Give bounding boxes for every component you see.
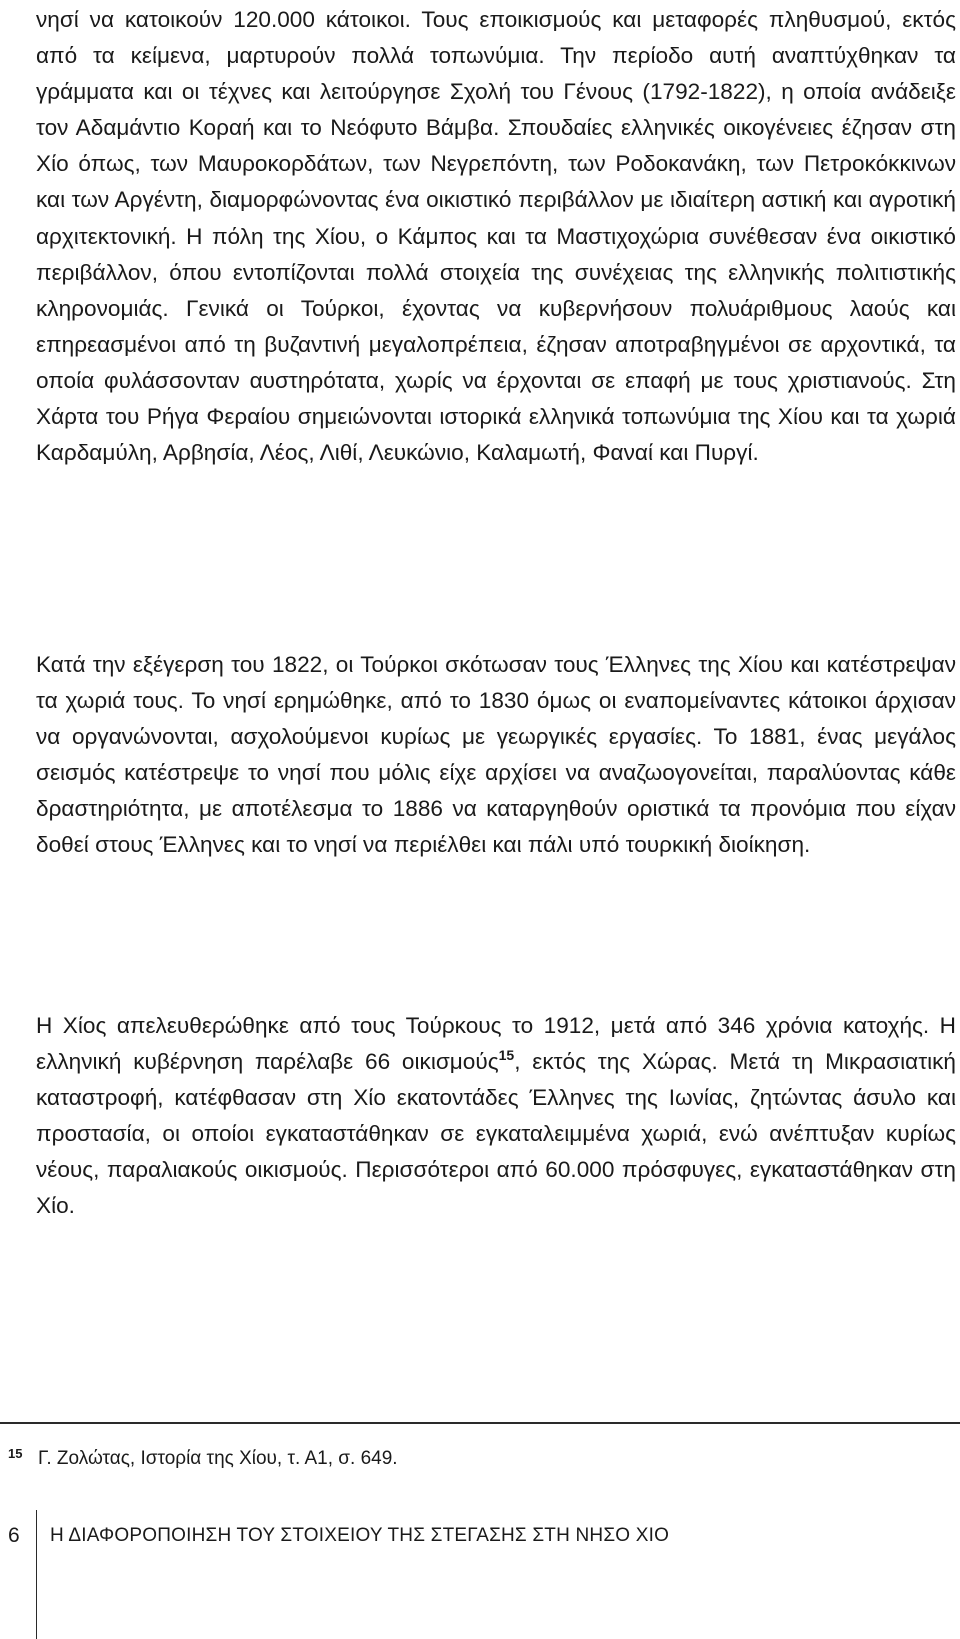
footnote-number: 15 xyxy=(8,1446,23,1461)
page-number: 6 xyxy=(8,1524,20,1547)
footnote-reference: 15 xyxy=(498,1047,515,1064)
running-title: Η ΔΙΑΦΟΡΟΠΟΙΗΣΗ ΤΟΥ ΣΤΟΙΧΕΙΟΥ ΤΗΣ ΣΤΕΓΑΣΗΣ ΣΤΗ ΝΗΣΟ ΧΙΟ xyxy=(50,1525,670,1546)
footnote-separator xyxy=(0,1422,960,1424)
paragraph-3-text-after-ref: , εκτός της Χώρας. Μετά τη Μικρασιατική καταστροφή, κατέφθασαν στη Χίο εκατοντάδες Έλληνες της Ιωνίας, ζητώντας άσυλο και προστασία, οι οποίοι εγκαταστάθηκαν σε εγκαταλειμμένα χωριά, ενώ ανέπτυξαν κυρίως νέους, παραλιακούς οικισμούς. Περισσότεροι από 60.000 πρόσφυγες, εγκαταστάθηκαν στη Χίο. xyxy=(36,1049,956,1219)
page-footer xyxy=(0,1510,960,1639)
body-paragraph-1: νησί να κατοικούν 120.000 κάτοικοι. Τους εποικισμούς και μεταφορές πληθυσμού, εκτός από τα κείμενα, μαρτυρούν πολλά τοπωνύμια. Την περίοδο αυτή αναπτύχθηκαν τα γράμματα και οι τέχνες και λειτούργησε Σχολή του Γένους (1792-1822), η οποία ανάδειξε τον Αδαμάντιο Κοραή και το Νεόφυτο Βάμβα. Σπουδαίες ελληνικές οικογένειες έζησαν στη Χίο όπως, των Μαυροκορδάτων, των Νεγρεπόντη, των Ροδοκανάκη, των Πετροκόκκινων και των Αργέντη, διαμορφώνοντας ένα οικιστικό περιβάλλον με ιδιαίτερη αστική και αγροτική αρχιτεκτονική. Η πόλη της Χίου, ο Κάμπος και τα Μαστιχοχώρια συνέθεσαν ένα οικιστικό περιβάλλον, όπου εντοπίζονται πολλά στοιχεία της συνέχειας της ελληνικής πολιτιστικής κληρονομιάς. Γενικά οι Τούρκοι, έχοντας να κυβερνήσουν πολυάριθμους λαούς και επηρεασμένοι από τη βυζαντινή μεγαλοπρέπεια, έζησαν αποτραβηγμένοι σε αρχοντικά, τα οποία φυλάσσονταν αυστηρότατα, χωρίς να έρχονται σε επαφή με τους χριστιανούς. Στη Χάρτα του Ρήγα Φεραίου σημειώνονται ιστορικά ελληνικά τοπωνύμια της Χίου και τα χωριά Καρδαμύλη, Αρβησία, Λέος, Λιθί, Λευκώνιο, Καλαμωτή, Φαναί και Πυργί. xyxy=(36,7,956,466)
paragraph-3-text-before-ref: Η Χίος απελευθερώθηκε από τους Τούρκους το 1912, μετά από 346 χρόνια κατοχής. Η ελληνική κυβέρνηση παρέλαβε 66 οικισμούς xyxy=(36,1013,956,1075)
footnote-text: Γ. Ζολώτας, Ιστορία της Χίου, τ. Α1, σ. 649. xyxy=(38,1448,398,1469)
footer-vertical-rule xyxy=(36,1510,37,1639)
body-paragraph-3 xyxy=(36,1008,956,1225)
body-paragraph-2: Κατά την εξέγερση του 1822, οι Τούρκοι σκότωσαν τους Έλληνες της Χίου και κατέστρεψαν τα χωριά τους. Το νησί ερημώθηκε, από το 1830 όμως οι εναπομείναντες κάτοικοι άρχισαν να οργανώνονται, ασχολούμενοι κυρίως με γεωργικές εργασίες. Το 1881, ένας μεγάλος σεισμός κατέστρεψε το νησί που μόλις είχε αρχίσει να αναζωογονείται, παραλύοντας κάθε δραστηριότητα, με αποτέλεσμα το 1886 να καταργηθούν οριστικά τα προνόμια που είχαν δοθεί στους Έλληνες και το νησί να περιέλθει και πάλι υπό τουρκική διοίκηση. xyxy=(36,652,956,858)
footnote xyxy=(8,1442,398,1471)
